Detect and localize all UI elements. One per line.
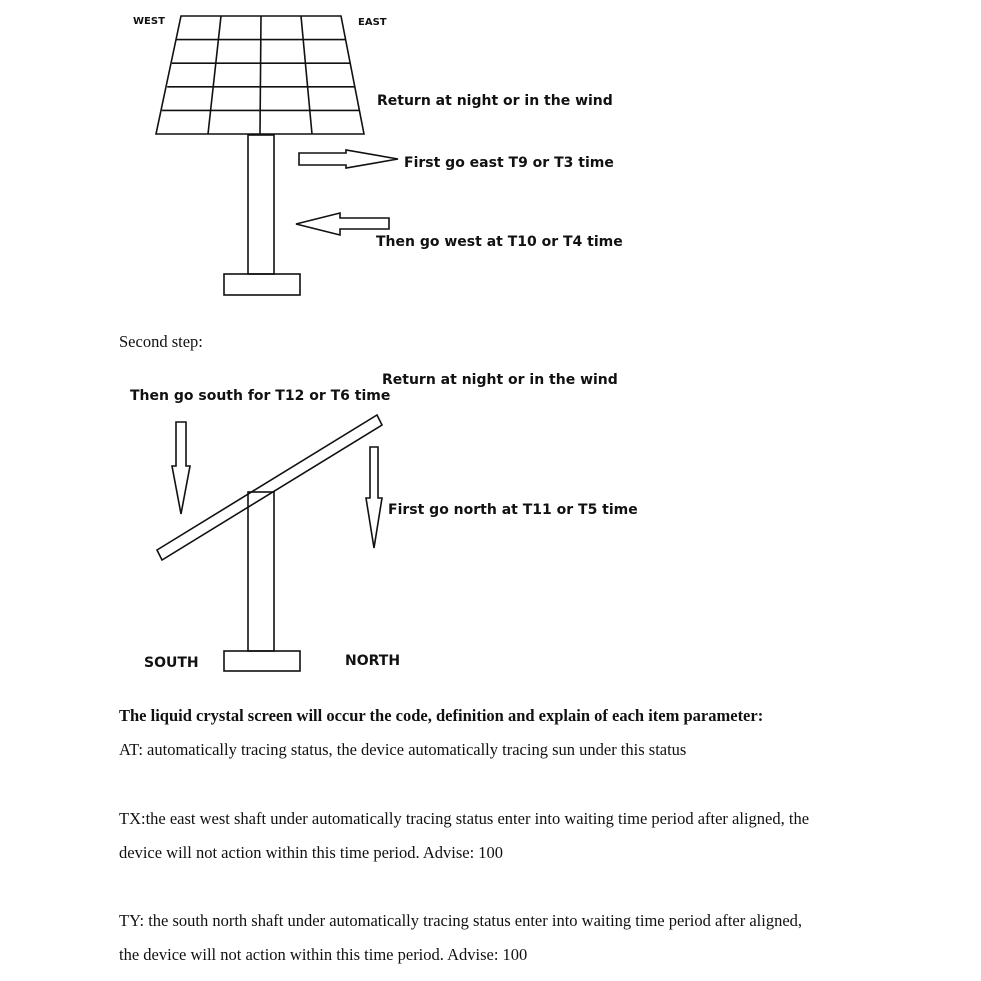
ty-definition-line2: the device will not action within this time period. Advise: 100 [119, 945, 528, 964]
tx-definition-line2: device will not action within this time period. Advise: 100 [119, 843, 504, 862]
return-label-2: Return at night or in the wind [382, 372, 618, 388]
tx-definition-line1: TX:the east west shaft under automatically tracing status enter into waiting time period after aligned, the [119, 809, 810, 828]
tilted-panel [157, 415, 382, 560]
west-label: WEST [133, 16, 165, 27]
second-step-heading: Second step: [119, 332, 203, 351]
arrow-down-north-icon [366, 447, 382, 548]
east-label: EAST [358, 17, 387, 28]
tracker-base-2 [224, 651, 300, 671]
arrow-down-south-icon [172, 422, 190, 514]
east-move-label: First go east T9 or T3 time [404, 155, 614, 171]
west-move-label: Then go west at T10 or T4 time [376, 234, 623, 250]
at-definition: AT: automatically tracing status, the device automatically tracing sun under this status [119, 740, 687, 759]
tracker-post-2 [248, 492, 274, 651]
ty-definition-line1: TY: the south north shaft under automatically tracing status enter into waiting time period after aligned, [119, 911, 803, 930]
north-label: NORTH [345, 653, 401, 669]
south-label: SOUTH [144, 655, 199, 671]
north-move-label: First go north at T11 or T5 time [388, 502, 638, 518]
return-label-1: Return at night or in the wind [377, 93, 613, 109]
south-move-label: Then go south for T12 or T6 time [130, 388, 391, 404]
parameter-heading: The liquid crystal screen will occur the code, definition and explain of each item parameter: [119, 706, 764, 725]
